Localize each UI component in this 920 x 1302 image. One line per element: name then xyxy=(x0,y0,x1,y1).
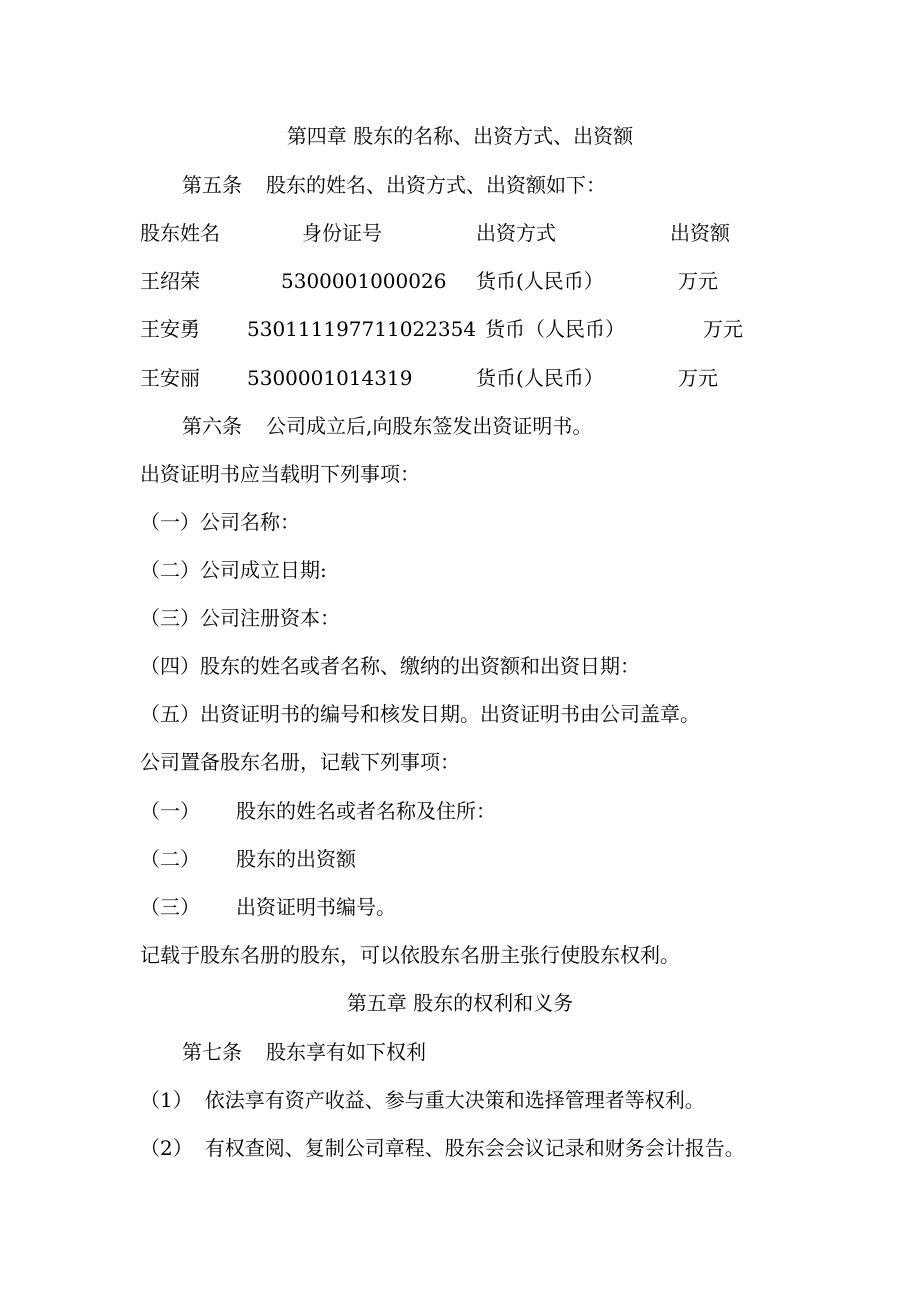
right-item-text: 依法享有资产收益、参与重大决策和选择管理者等权利。 xyxy=(204,1088,705,1112)
register-item xyxy=(140,847,356,871)
row-2-id: 530111197711022354 xyxy=(247,317,477,341)
register-intro: 公司置备股东名册，记载下列事项： xyxy=(140,750,460,774)
article-7-text: 股东享有如下权利 xyxy=(266,1040,426,1064)
register-item-marker: （三） xyxy=(140,895,200,919)
chapter-5-title: 第五章 股东的权利和义务 xyxy=(346,991,574,1015)
register-item-text: 出资证明书编号。 xyxy=(236,895,396,919)
right-item xyxy=(140,1136,745,1160)
row-2-name: 王安勇 xyxy=(140,317,200,341)
header-method: 出资方式 xyxy=(476,221,556,245)
header-id: 身份证号 xyxy=(302,221,382,245)
chapter-4-title: 第四章 股东的名称、出资方式、出资额 xyxy=(286,124,634,148)
register-item-marker: （一） xyxy=(140,799,200,823)
cert-item: （二）公司成立日期: xyxy=(140,558,327,582)
article-5-number: 第五条 xyxy=(182,173,242,197)
article-6 xyxy=(182,414,592,438)
register-item-text: 股东的出资额 xyxy=(236,847,356,871)
right-item-marker: （1） xyxy=(140,1088,193,1112)
row-3-name: 王安丽 xyxy=(140,366,200,390)
cert-item: （三）公司注册资本： xyxy=(140,606,340,630)
header-name: 股东姓名 xyxy=(140,221,220,245)
cert-item: （五）出资证明书的编号和核发日期。出资证明书由公司盖章。 xyxy=(140,702,700,726)
row-1-name: 王绍荣 xyxy=(140,269,200,293)
row-1-id: 5300001000026 xyxy=(281,269,447,293)
register-item-marker: （二） xyxy=(140,847,200,871)
article-7 xyxy=(182,1040,426,1064)
right-item xyxy=(140,1088,705,1112)
row-2-amount: 万元 xyxy=(703,317,743,341)
register-item xyxy=(140,895,396,919)
cert-item: （四）股东的姓名或者名称、缴纳的出资额和出资日期： xyxy=(140,654,640,678)
row-3-method: 货币(人民币） xyxy=(476,366,604,390)
article-6-text: 公司成立后,向股东签发出资证明书。 xyxy=(266,414,593,438)
article-7-number: 第七条 xyxy=(182,1040,242,1064)
row-2-method: 货币（人民币） xyxy=(485,317,625,341)
article-5 xyxy=(182,173,606,197)
cert-intro: 出资证明书应当载明下列事项： xyxy=(140,462,420,486)
register-note: 记载于股东名册的股东，可以依股东名册主张行使股东权利。 xyxy=(140,943,680,967)
article-5-text: 股东的姓名、出资方式、出资额如下： xyxy=(266,173,606,197)
row-3-amount: 万元 xyxy=(678,366,718,390)
row-1-amount: 万元 xyxy=(678,269,718,293)
right-item-text: 有权查阅、复制公司章程、股东会会议记录和财务会计报告。 xyxy=(204,1136,745,1160)
row-1-method: 货币(人民币） xyxy=(476,269,604,293)
header-amount: 出资额 xyxy=(670,221,730,245)
register-item-text: 股东的姓名或者名称及住所： xyxy=(236,799,496,823)
cert-item: （一）公司名称： xyxy=(140,510,300,534)
article-6-number: 第六条 xyxy=(182,414,242,438)
row-3-id: 5300001014319 xyxy=(247,366,413,390)
right-item-marker: （2） xyxy=(140,1136,193,1160)
register-item xyxy=(140,799,496,823)
